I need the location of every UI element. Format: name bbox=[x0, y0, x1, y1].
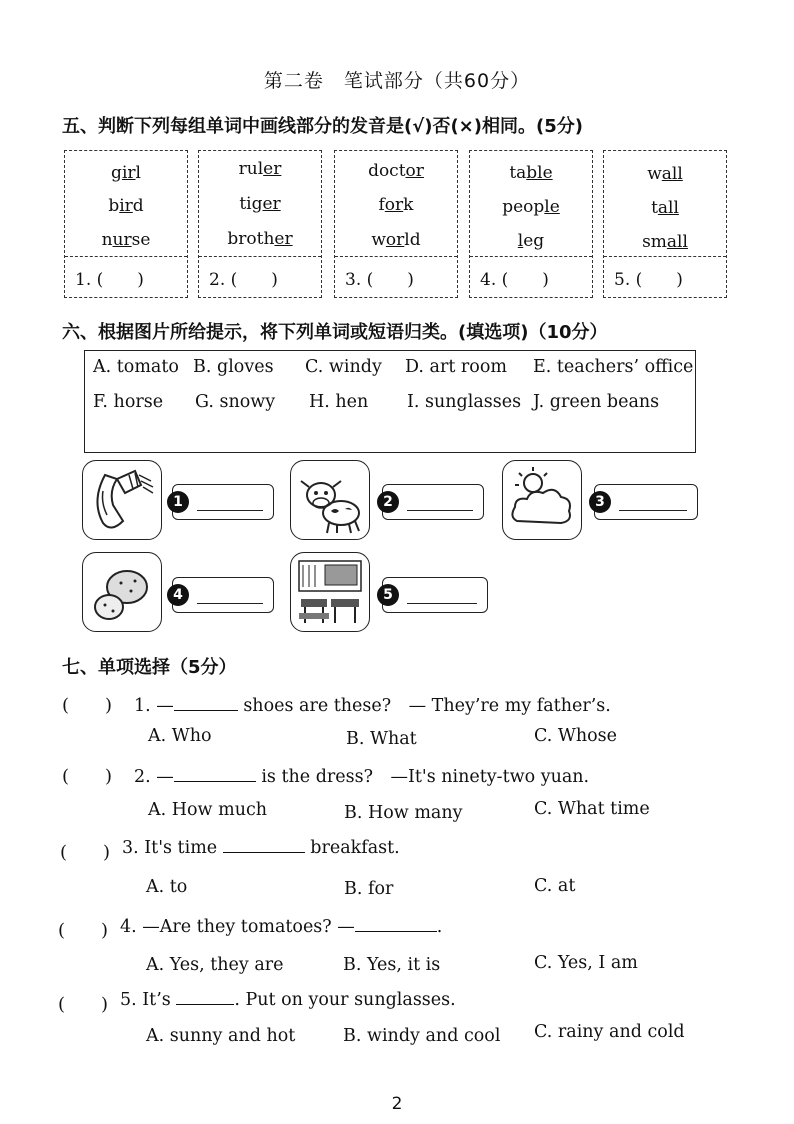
answer-slot[interactable]: 2. ( ) bbox=[209, 270, 278, 290]
word-group-3 bbox=[334, 150, 458, 298]
blank[interactable] bbox=[223, 852, 305, 853]
answer-paren[interactable]: ( ) bbox=[60, 842, 111, 863]
option-item: H. hen bbox=[309, 392, 369, 412]
word-group-5 bbox=[603, 150, 727, 298]
option-item: B. gloves bbox=[193, 357, 274, 377]
word-group-2 bbox=[198, 150, 322, 298]
option-item: D. art room bbox=[405, 357, 507, 377]
question-text: 2. — bbox=[134, 767, 174, 787]
section6-heading: 六、根据图片所给提示，将下列单词或短语归类。(填选项)（10分） bbox=[62, 322, 608, 343]
option-c[interactable]: C. rainy and cold bbox=[534, 1022, 685, 1042]
option-b[interactable]: B. What bbox=[346, 729, 417, 749]
page-number: 2 bbox=[391, 1094, 403, 1114]
number-badge: 3 bbox=[589, 491, 611, 513]
answer-tag-3[interactable] bbox=[594, 484, 698, 520]
word: people bbox=[502, 197, 560, 217]
answer-paren[interactable]: ( ) bbox=[58, 994, 109, 1015]
answer-slot[interactable]: 1. ( ) bbox=[75, 270, 144, 290]
option-item: J. green beans bbox=[533, 392, 660, 412]
option-c[interactable]: C. at bbox=[534, 876, 576, 896]
option-c[interactable]: C. Yes, I am bbox=[534, 953, 638, 973]
word: bird bbox=[108, 196, 144, 216]
question-1 bbox=[134, 692, 611, 717]
option-c[interactable]: C. What time bbox=[534, 799, 650, 819]
option-b[interactable]: B. windy and cool bbox=[343, 1026, 501, 1046]
word-group-1 bbox=[64, 150, 188, 298]
answer-tag-1[interactable] bbox=[172, 484, 274, 520]
blank-line bbox=[407, 510, 473, 511]
word: brother bbox=[227, 229, 293, 249]
potatoes-icon bbox=[82, 552, 162, 632]
question-text: breakfast. bbox=[304, 838, 400, 858]
answer-slot[interactable]: 4. ( ) bbox=[480, 270, 549, 290]
blank[interactable] bbox=[355, 931, 437, 932]
blank-line bbox=[407, 603, 477, 604]
question-4 bbox=[120, 917, 442, 937]
number-badge: 1 bbox=[167, 491, 189, 513]
word: leg bbox=[517, 231, 545, 251]
scarf-gloves-icon bbox=[82, 460, 162, 540]
word: wall bbox=[647, 164, 683, 184]
section5-heading: 五、判断下列每组单词中画线部分的发音是(√)否(×)相同。(5分) bbox=[62, 116, 583, 137]
number-badge: 4 bbox=[167, 584, 189, 606]
word: nurse bbox=[101, 230, 151, 250]
divider bbox=[470, 256, 592, 257]
answer-tag-2[interactable] bbox=[382, 484, 484, 520]
question-5 bbox=[120, 990, 456, 1010]
question-3 bbox=[122, 838, 400, 858]
word: girl bbox=[111, 163, 141, 183]
answer-paren[interactable]: ( ) bbox=[62, 766, 113, 787]
answer-paren[interactable]: ( ) bbox=[62, 695, 113, 716]
cow-icon bbox=[290, 460, 370, 540]
option-item: G. snowy bbox=[195, 392, 276, 412]
option-a[interactable]: A. How much bbox=[148, 800, 268, 820]
options-box bbox=[84, 350, 696, 453]
answer-slot[interactable]: 3. ( ) bbox=[345, 270, 414, 290]
option-b[interactable]: B. How many bbox=[344, 803, 463, 823]
option-item: F. horse bbox=[93, 392, 164, 412]
divider bbox=[604, 256, 726, 257]
word-group-4 bbox=[469, 150, 593, 298]
divider bbox=[335, 256, 457, 257]
blank-line bbox=[619, 510, 687, 511]
question-text: 3. It's time bbox=[122, 838, 223, 858]
question-text: 4. —Are they tomatoes? — bbox=[120, 917, 355, 937]
cloud-sun-icon bbox=[502, 460, 582, 540]
option-a[interactable]: A. to bbox=[146, 877, 188, 897]
section7-heading: 七、单项选择（5分） bbox=[62, 657, 237, 678]
option-item: C. windy bbox=[305, 357, 382, 377]
question-text: 5. It’s bbox=[120, 990, 177, 1010]
question-text: . bbox=[436, 917, 443, 937]
option-a[interactable]: A. sunny and hot bbox=[146, 1026, 296, 1046]
option-a[interactable]: A. Who bbox=[148, 726, 212, 746]
word: tall bbox=[651, 198, 679, 218]
option-item: I. sunglasses bbox=[407, 392, 522, 412]
blank[interactable] bbox=[174, 710, 238, 711]
word: small bbox=[642, 232, 688, 252]
blank[interactable] bbox=[174, 781, 256, 782]
divider bbox=[199, 256, 321, 257]
option-c[interactable]: C. Whose bbox=[534, 726, 618, 746]
number-badge: 5 bbox=[377, 584, 399, 606]
blank[interactable] bbox=[176, 1004, 234, 1005]
answer-slot[interactable]: 5. ( ) bbox=[614, 270, 683, 290]
blank-line bbox=[197, 603, 263, 604]
question-2 bbox=[134, 763, 589, 788]
option-item: E. teachers’ office bbox=[533, 357, 694, 377]
word: fork bbox=[378, 195, 414, 215]
answer-tag-4[interactable] bbox=[172, 577, 274, 613]
number-badge: 2 bbox=[377, 491, 399, 513]
blank-line bbox=[197, 510, 263, 511]
option-item: A. tomato bbox=[93, 357, 179, 377]
page-title: 第二卷 笔试部分（共60分） bbox=[263, 70, 531, 92]
divider bbox=[65, 256, 187, 257]
word: world bbox=[371, 230, 421, 250]
word: tiger bbox=[239, 194, 281, 214]
option-b[interactable]: B. Yes, it is bbox=[343, 955, 441, 975]
option-b[interactable]: B. for bbox=[344, 879, 394, 899]
answer-paren[interactable]: ( ) bbox=[58, 920, 109, 941]
question-text: shoes are these? — They’re my father’s. bbox=[237, 696, 611, 716]
question-text: 1. — bbox=[134, 696, 174, 716]
classroom-icon bbox=[290, 552, 370, 632]
word: ruler bbox=[238, 159, 282, 179]
answer-tag-5[interactable] bbox=[382, 577, 488, 613]
question-text: is the dress? —It's ninety-two yuan. bbox=[255, 767, 590, 787]
option-a[interactable]: A. Yes, they are bbox=[146, 955, 284, 975]
word: doctor bbox=[368, 161, 424, 181]
word: table bbox=[509, 163, 553, 183]
question-text: . Put on your sunglasses. bbox=[234, 990, 456, 1010]
